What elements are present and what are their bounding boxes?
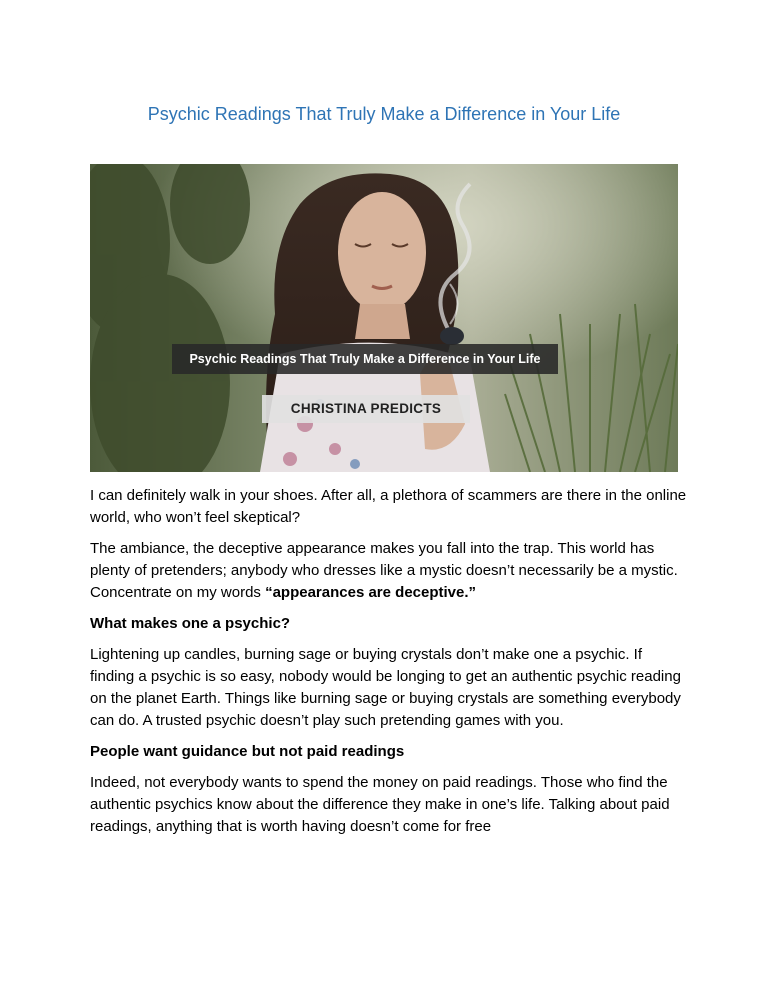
hero-photo [90,164,678,472]
section-heading-1: What makes one a psychic? [90,615,291,632]
hero-caption: Psychic Readings That Truly Make a Difference in Your Life [172,344,558,374]
document-title: Psychic Readings That Truly Make a Difference in Your Life [147,104,621,124]
paragraph-4: Indeed, not everybody wants to spend the money on paid readings. Those who find the authentic psychics know about the difference they make in one’s life. Talking about paid readings, anything that is worth having doesn’t come for free [90,774,670,835]
section-heading-2: People want guidance but not paid readings [90,743,405,760]
paragraph-2 [90,538,690,604]
paragraph-2-text: The ambiance, the deceptive appearance makes you fall into the trap. This world has plenty of pretenders; anybody who dresses like a mystic doesn’t necessarily be a mystic. Concentrate on my words [90,540,678,601]
paragraph-2-emphasis: “appearances are deceptive.” [265,584,477,601]
paragraph-1: I can definitely walk in your shoes. After all, a plethora of scammers are there in the online world, who won’t feel skeptical? [90,487,687,526]
article-body [90,485,690,847]
paragraph-3: Lightening up candles, burning sage or buying crystals don’t make one a psychic. If finding a psychic is so easy, nobody would be longing to get an authentic psychic reading on the planet Earth. Things like burning sage or buying crystals are something everybody can do. A trusted psychic doesn’t play such pretending games with you. [90,646,681,729]
hero-brand-label: CHRISTINA PREDICTS [262,395,470,423]
hero-image [90,164,678,472]
